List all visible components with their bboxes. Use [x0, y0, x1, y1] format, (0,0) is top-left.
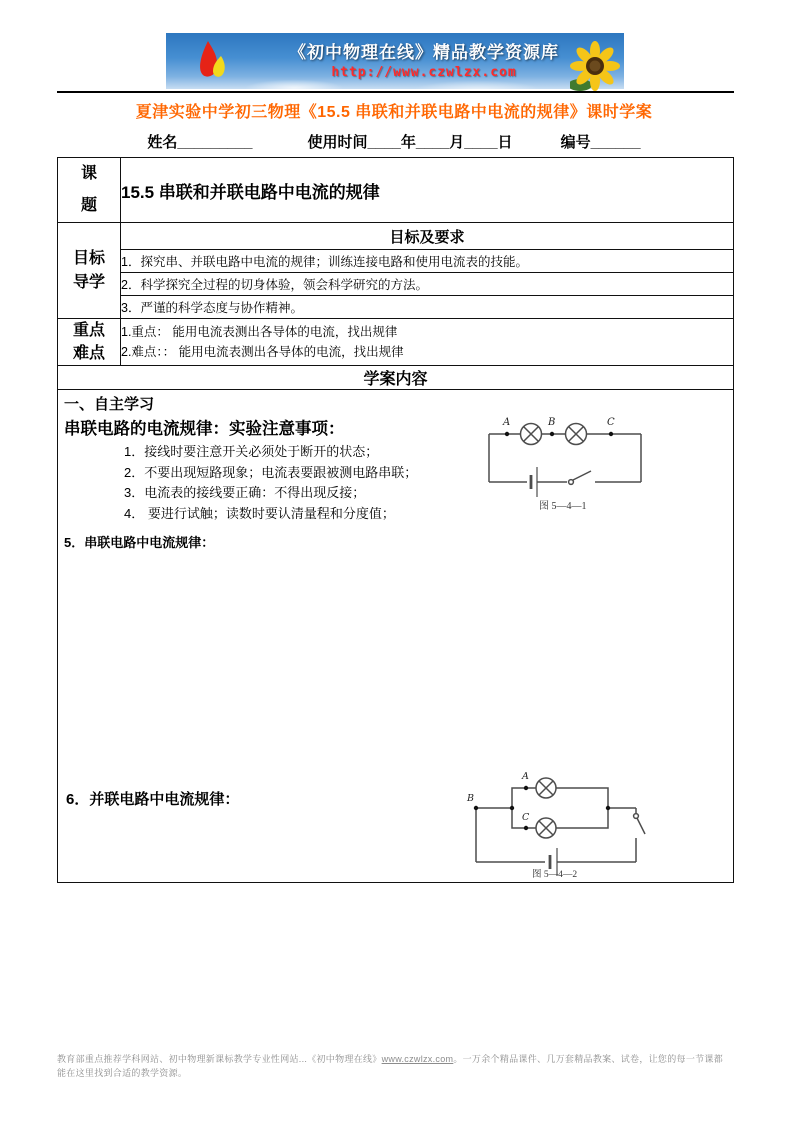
figure-parallel-circuit	[460, 766, 665, 883]
goal-item-1: 1．探究串、并联电路中电流的规律；训练连接电路和使用电流表的技能。	[121, 250, 734, 273]
figure-series-circuit	[481, 414, 651, 517]
note-line-2: 2．不要出现短路现象；电流表要跟被测电路串联；	[124, 464, 418, 480]
point-c-label: C	[607, 417, 615, 429]
date-blank-field: 使用时间____年____月____日	[307, 134, 513, 151]
name-blank-field: 姓名_________	[147, 134, 253, 151]
row-label-line: 难点	[72, 345, 105, 363]
site-logo-icon	[194, 39, 230, 85]
note-line-1: 1．接线时要注意开关必须处于断开的状态；	[124, 444, 379, 460]
question-5: 5．串联电路中电流规律：	[64, 535, 215, 551]
row-label-line: 题	[80, 197, 97, 214]
footer-site-link[interactable]: www.czwlzx.com	[381, 1054, 454, 1064]
point-a-label: A	[503, 417, 511, 429]
keypoints-cell	[121, 319, 734, 366]
content-cell	[58, 390, 734, 883]
keypoint-line-1: 1.重点： 能用电流表测出各导体的电流，找出规律	[121, 325, 398, 340]
section-title: 一、自主学习	[64, 396, 155, 414]
keypoint-line-2: 2.难点：： 能用电流表测出各导体的电流，找出规律	[121, 345, 404, 360]
row-label-line: 导学	[72, 273, 105, 291]
goal-item-2: 2．科学探究全过程的切身体验，领会科学研究的方法。	[121, 273, 734, 296]
series-rule-subtitle: 串联电路的电流规律：实验注意事项：	[64, 420, 345, 439]
footer-text-2: 。一万余个精品课件、几万套精品教案、试卷，让您的每一节课都能在这里找到合适的教学资源。	[57, 1054, 724, 1078]
site-banner	[166, 33, 624, 89]
row-label-goals	[58, 223, 121, 319]
footer-text-1: 教育部重点推荐学科网站、初中物理新课标教学专业性网站...《初中物理在线》	[57, 1054, 382, 1064]
number-blank-field: 编号______	[560, 134, 641, 151]
banner-title: 《初中物理在线》精品教学资源库	[289, 43, 559, 63]
lesson-title-cell: 15.5 串联和并联电路中电流的规律	[121, 158, 734, 223]
goal-item-3: 3．严谨的科学态度与协作精神。	[121, 296, 734, 319]
point-c-label: C	[522, 812, 530, 824]
page-footer	[57, 1052, 725, 1080]
name-fields-line	[0, 131, 788, 152]
note-line-3: 3．电流表的接线要正确：不得出现反接；	[124, 485, 366, 501]
row-label-line: 重点	[72, 322, 105, 339]
point-b-label: B	[467, 793, 474, 805]
row-label-keti	[58, 158, 121, 223]
series-circuit-diagram	[481, 414, 651, 512]
header-divider	[57, 91, 734, 93]
question-6: 6．并联电路中电流规律：	[66, 791, 240, 809]
row-label-line: 目标	[72, 250, 105, 268]
content-area	[58, 390, 733, 882]
point-b-label: B	[548, 417, 556, 429]
row-label-keypoints	[58, 319, 121, 366]
figure2-caption: 图 5—4—2	[532, 870, 578, 881]
parallel-circuit-diagram	[460, 766, 665, 880]
banner-text-block	[274, 38, 574, 80]
goals-header-cell: 目标及要求	[121, 223, 734, 250]
content-header-cell: 学案内容	[58, 366, 734, 390]
lesson-plan-table	[57, 157, 734, 883]
row-label-line: 课	[80, 165, 97, 182]
point-a-label: A	[522, 771, 529, 783]
page-title: 夏津实验中学初三物理《15.5 串联和并联电路中电流的规律》课时学案	[135, 104, 653, 121]
note-line-4: 4． 要进行试触；读数时要认清量程和分度值；	[124, 505, 395, 521]
sunflower-icon	[570, 41, 620, 91]
figure1-caption: 图 5—4—1	[539, 501, 587, 513]
banner-url-link[interactable]: http://www.czwlzx.com	[331, 65, 517, 80]
